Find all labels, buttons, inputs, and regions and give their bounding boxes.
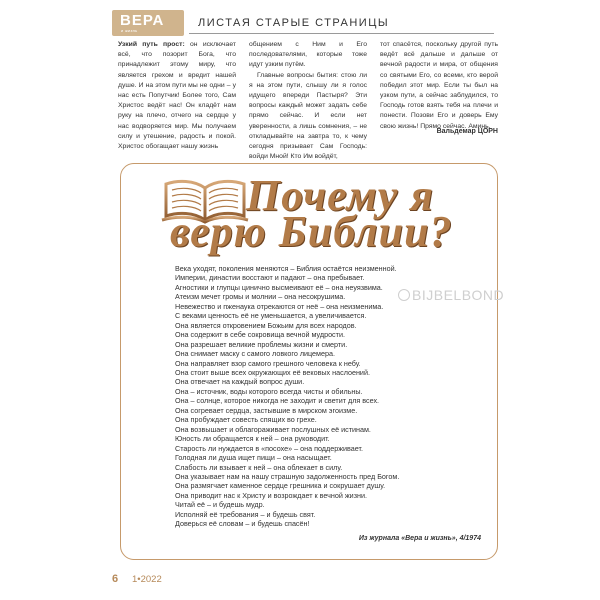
- poem-line: Доверься её словам – и будешь спасён!: [175, 519, 310, 529]
- poem-line: Она отвечает на каждый вопрос души.: [175, 377, 305, 387]
- poem-line: Голодная ли душа ищет пищи – она насыщает.: [175, 453, 332, 463]
- section-title: ЛИСТАЯ СТАРЫЕ СТРАНИЦЫ: [198, 17, 390, 29]
- article-column-3: [380, 40, 498, 132]
- logo-subtext: и жизнь: [121, 28, 138, 33]
- poem-line: Слабость ли взывает к ней – она облекает в силу.: [175, 462, 343, 472]
- poem-line: С веками ценность её не уменьшается, а увеличивается.: [175, 311, 367, 321]
- logo-text: ВЕРА: [120, 12, 165, 29]
- poem-line: Читай её – и будешь мудр.: [175, 500, 265, 510]
- poem-line: Она снимает маску с самого ловкого лицемера.: [175, 349, 335, 359]
- feature-title-line-1: Почему я: [246, 171, 434, 220]
- article-paragraph: [118, 40, 236, 152]
- article-column-2: [249, 40, 367, 162]
- page-number: 6: [112, 573, 119, 585]
- watermark-text: BIJBELBOND: [412, 287, 505, 303]
- poem-line: Она приводит нас к Христу и возрождает к вечной жизни.: [175, 490, 367, 500]
- poem-line: Она пробуждает совесть спящих во грехе.: [175, 415, 317, 425]
- article-paragraph: Главные вопросы бытия: стою ли я на этом пути, слышу ли я голос идущего впереди Пастыря? Эти вопросы каждый может задать себе прямо сейчас. И если нет уверенности, а лишь сомнения, – не откладывайте на завтра то, к чему сегодня призывает Сам Господь: войди Мной! Кто Им войдёт,: [249, 71, 367, 161]
- poem-line: Она размягчает каменное сердце грешника и сокрушает душу.: [175, 481, 386, 491]
- poem-line: Она стоит выше всех окружающих её вековых наслоений.: [175, 367, 370, 377]
- article-column-1: [118, 40, 236, 152]
- poem-line: Атеизм мечет громы и молнии – она несокрушима.: [175, 292, 346, 302]
- poem-line: Она указывает нам на нашу страшную задолженность пред Богом.: [175, 471, 400, 481]
- poem-line: Она согревает сердца, застывшие в мирском эгоизме.: [175, 405, 358, 415]
- article-paragraph: тот спасётся, поскольку другой путь ведёт всё дальше и дальше от вечной радости и мира, от общения со святыми Его, со всеми, кто верой победил этот мир. Если ты был на узком пути, а сейчас заблудился, то Господь готов взять тебя на плечи и понести. Позови Его и доверь Ему свою жизнь! Прямо сейчас. Аминь.: [380, 41, 498, 130]
- poem-line: Юность ли обращается к ней – она руководит.: [175, 434, 330, 444]
- section-divider: [189, 33, 494, 34]
- feature-source: Из журнала «Вера и жизнь», 4/1974: [358, 535, 481, 542]
- feature-title-line-2: верю Библии?: [170, 207, 453, 256]
- feature-poem: [175, 264, 465, 529]
- poem-line: Она разрешает великие проблемы жизни и смерти.: [175, 339, 348, 349]
- issue-number: 1•2022: [132, 574, 162, 585]
- poem-line: Старость ли нуждается в «посохе» – она поддерживает.: [175, 443, 363, 453]
- poem-line: Она – источник, воды которого всегда чисты и обильны.: [175, 386, 363, 396]
- poem-line: Она – солнце, которое никогда не заходит и светит для всех.: [175, 396, 380, 406]
- article-text: он исключает всё, что позорит Бога, что принадлежит этому миру, что является грехом и вредит нашей душе. И на этом пути мы не одни – у нас есть Попутчик! Более того, Сам Христос ведёт нас! Он кладёт нам руку на плечо, отчего на сердце у нас водворяется мир. Мы получаем силу и утешение, радость и покой. Христос обогащает нашу жизнь: [118, 41, 236, 151]
- poem-line: Невежество и пженаука отрекаются от неё – она неизменима.: [175, 301, 384, 311]
- magazine-logo: [112, 10, 184, 36]
- poem-line: Она возвышает и облагораживает послушных её истинам.: [175, 424, 371, 434]
- poem-line: Она является откровением Божьим для всех народов.: [175, 320, 357, 330]
- poem-line: Она направляет взор самого грешного человека к небу.: [175, 358, 361, 368]
- poem-line: Агностики и глупцы цинично высмеивают её – она неуязвима.: [175, 282, 383, 292]
- article-paragraph: общением с Ним и Его последователями, которые тоже идут узким путём.: [249, 41, 367, 69]
- poem-line: Исполняй её требования – и будешь свят.: [175, 509, 316, 519]
- poem-line: Империи, династии восстают и падают – она пребывает.: [175, 273, 365, 283]
- poem-line: Века уходят, поколения меняются – Библия остаётся неизменной.: [175, 264, 397, 273]
- article-signature: Вальдемар ЦОРН: [436, 128, 498, 135]
- poem-line: Она содержит в себе сокровища вечной мудрости.: [175, 330, 345, 340]
- article-lead: Узкий путь прост:: [118, 41, 185, 48]
